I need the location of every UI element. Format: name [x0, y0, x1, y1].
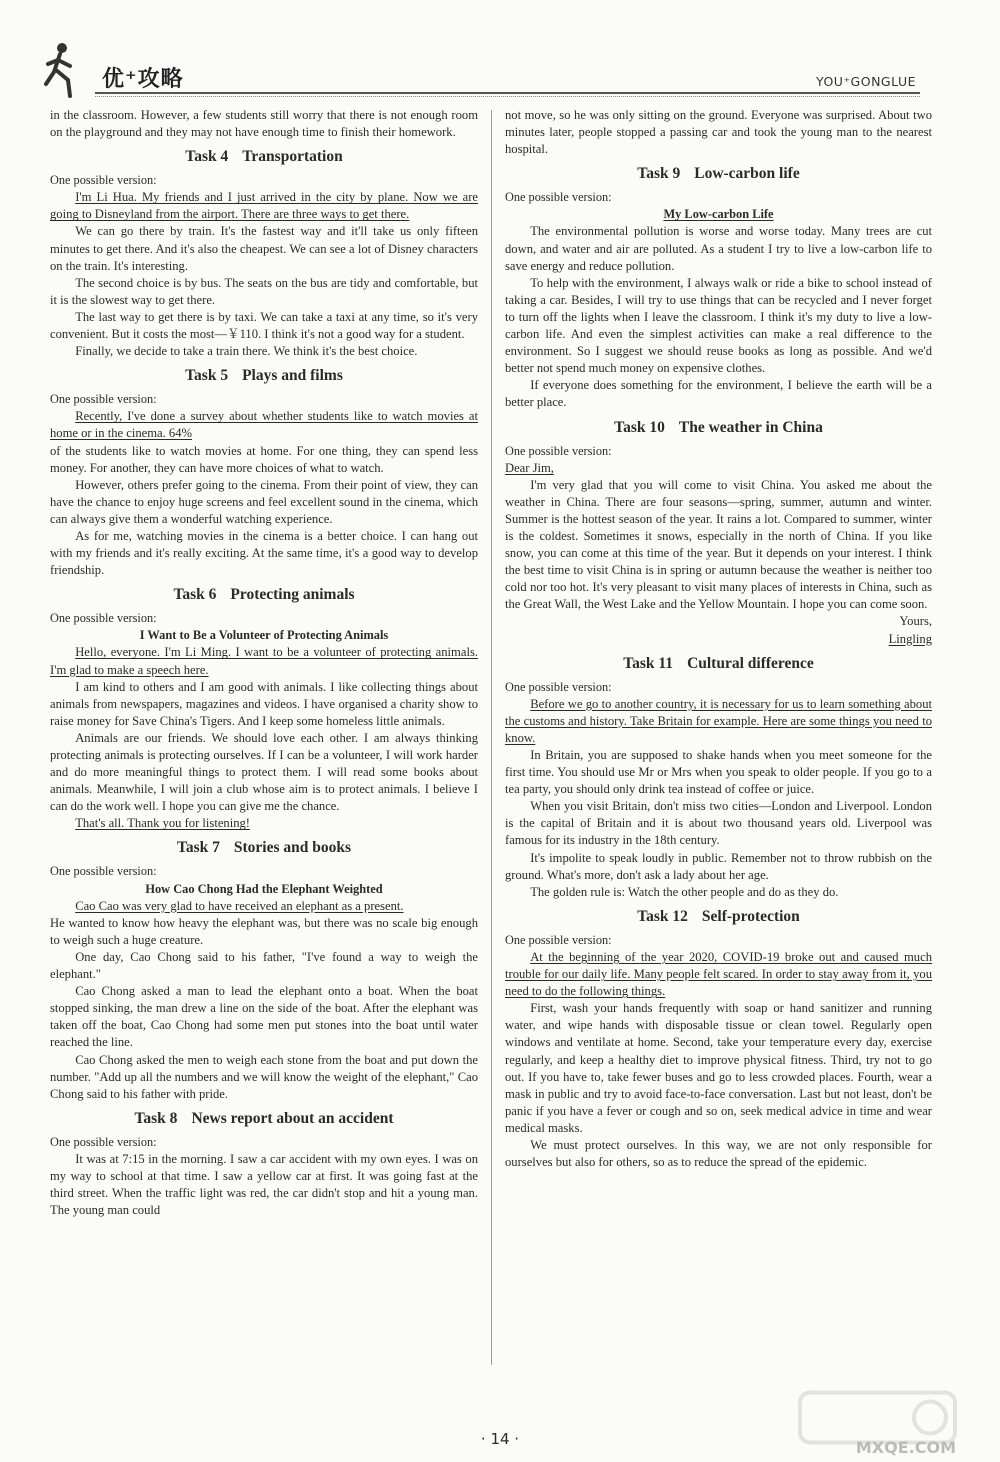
paragraph: The environmental pollution is worse and worse today. Many trees are cut down, and water and air are polluted. As a student I try to live a low-carbon life to save energy and reduce pollution.: [505, 224, 932, 273]
paragraph: We can go there by train. It's the fastest way and it'll take us only fifteen minutes to get there. And it's also the cheapest. We can see a lot of Disney characters on the train. It's interesting.: [50, 224, 478, 273]
paragraph: [50, 189, 478, 223]
underlined-text: Lingling: [888, 631, 932, 646]
paragraph: Animals are our friends. We should love each other. I am always thinking protecting animals is protecting ourselves. If I can be a volunteer, I will work harder and do more meaningful things to protect them. I will read some books about animals. Meanwhile, I will join a club whose aim is to protect animals. I believe I can do the work well. I hope you can give me the chance.: [50, 730, 478, 814]
paragraph: It's impolite to speak loudly in public. Remember not to throw rubbish on the ground. What's more, don't ask a lady about her age.: [505, 850, 932, 882]
task-number: Task 4: [185, 148, 229, 166]
task-number: Task 10: [614, 418, 665, 436]
task-heading: [50, 838, 478, 858]
essay-title: [505, 206, 932, 223]
watermark-text: MXQE.COM: [855, 1438, 956, 1457]
paragraph: In Britain, you are supposed to shake hands when you meet someone for the first time. You should use Mr or Mrs when you speak to older people. If you go to a tea party, you should only drink tea instead of coffee or juice.: [505, 748, 932, 797]
paragraph: [50, 898, 478, 915]
paragraph: [505, 696, 932, 747]
task-title: Transportation: [242, 148, 343, 166]
possible-version-label: One possible version:: [505, 190, 612, 205]
header-rule: [95, 92, 920, 94]
paragraph: To help with the environment, I always walk or ride a bike to school instead of taking a car. Besides, I will try to use things that can be recycled and I never forget to turn off the lights when I leave the classroom. I think it's my duty to live a low-carbon life. And even the simplest activities can make a real difference to the environment. So I suggest we should reuse books as long as possible. And we'd better not spend much money on expensive clothes.: [505, 275, 932, 376]
paragraph: Finally, we decide to take a train there. We think it's the best choice.: [75, 344, 418, 359]
paragraph: [50, 815, 478, 832]
possible-version-label: One possible version:: [505, 679, 612, 694]
task-title: Self-protection: [701, 907, 800, 925]
underlined-text: At the beginning of the year 2020, COVID-19 broke out and caused much trouble for our daily life. Many people felt scared. In order to stay away from it, you need to do the following things.: [505, 949, 932, 999]
task-number: Task 7: [176, 839, 220, 857]
underlined-text: My Low-carbon Life: [663, 207, 774, 222]
paragraph: When you visit Britain, don't miss two cities—London and Liverpool. London is the capital of Britain and it is about two thousand years old. Liverpool was famous for its industry in the 18th century.: [505, 799, 932, 848]
brand-logo: 优⁺攻略: [102, 67, 184, 92]
task-number: Task 8: [134, 1109, 178, 1127]
underlined-text: Before we go to another country, it is necessary for us to learn something about the customs and history. Take Britain for example. Here are some things you need to know.: [505, 696, 932, 745]
task-heading: [50, 147, 478, 167]
runner-logo-icon: [40, 40, 80, 100]
task-title: The weather in China: [678, 418, 823, 436]
task-number: Task 11: [623, 654, 674, 672]
underlined-text: Dear Jim,: [505, 460, 554, 475]
paragraph: As for me, watching movies in the cinema is a better choice. I can hang out with my friends and it's really exciting. At the same time, it's a good way to develop friendship.: [50, 528, 478, 578]
paragraph: One day, Cao Chong said to his father, "I've found a way to weigh the elephant.": [50, 949, 478, 982]
task-title: Stories and books: [233, 839, 352, 857]
paragraph: We must protect ourselves. In this way, we are not only responsible for ourselves but also for others, so as to reduce the spread of the epidemic.: [505, 1137, 932, 1170]
task-title: Plays and films: [242, 367, 343, 385]
paragraph: If everyone does something for the environment, I believe the earth will be a better place.: [505, 378, 932, 410]
task-number: Task 6: [173, 586, 217, 604]
paragraph: I'm very glad that you will come to visit China. You asked me about the weather in China. There are four seasons—spring, summer, autumn and winter. Summer is the hottest season of the year. It rains a lot. Compared to summer, winter is the coldest. Sometimes it snows, especially in the north of China. If you like snow, you can come at this time of the year. But it depends on your interest. I think the best time to visit China is in spring or autumn because the weather is neither too cold nor too hot. It's very pleasant to visit many places of interests in China, such as the Great Wall, the West Lake and the Yellow Mountain. I hope you can come soon.: [505, 477, 932, 612]
possible-version-label: One possible version:: [50, 392, 157, 407]
possible-version-label: One possible version:: [50, 1134, 157, 1149]
paragraph: First, wash your hands frequently with soap or hand sanitizer and running water, and wipe hands with disposable tissue or clean towel. Regularly open windows and ventilate at home. Second, take your temperature every day, exercise regularly, and keep a healthy diet to improve physical fitness. Third, try not to go out. If you have to, take fewer buses and go to less crowded places. Fourth, wear a mask in public and try to avoid face-to-face conversation. Last but not least, don't be panic if you have a fever or cough and so on, seek medical advice in time and wear medical masks.: [505, 1001, 932, 1135]
paragraph: Cao Chong asked a man to lead the elephant onto a boat. When the boat stopped sinking, the man drew a line on the side of the boat. After the elephant was taken off the boat, Cao Chong had some men put stones into the boat until water reached the line.: [50, 984, 478, 1050]
page-number: · 14 ·: [480, 1430, 520, 1448]
task-heading: [505, 418, 932, 438]
page-header: [40, 40, 920, 104]
paragraph: The second choice is by bus. The seats on the bus are tidy and comfortable, but it is the slowest way to get there.: [50, 275, 478, 307]
paragraph: in the classroom. However, a few students still worry that there is not enough room on the playground and they may not have enough time to finish their homework.: [50, 108, 478, 140]
task-title: News report about an accident: [191, 1109, 394, 1127]
task-title: Cultural difference: [687, 654, 814, 672]
task-heading: [505, 164, 932, 184]
paragraph: [50, 644, 478, 678]
task-number: Task 12: [637, 907, 688, 925]
paragraph: It was at 7:15 in the morning. I saw a car accident with my own eyes. I was on my way to school at that time. I saw a yellow car at first. It was going fast at the third street. When the traffic light was red, the car didn't stop and hit a young man. The young man could: [50, 1151, 478, 1218]
header-rule-dotted: [95, 96, 920, 97]
letter-signature: Yours,: [899, 614, 932, 629]
letter-signature: [505, 631, 932, 648]
possible-version-label: One possible version:: [505, 932, 612, 947]
task-heading: [50, 366, 478, 386]
paragraph: [505, 460, 932, 477]
task-number: Task 5: [185, 367, 229, 385]
possible-version-label: One possible version:: [505, 443, 612, 458]
possible-version-label: One possible version:: [50, 173, 157, 188]
paragraph: Cao Chong asked the men to weigh each stone from the boat and put down the number. "Add up all the numbers and we will know the weight of the elephant," Cao Chong said to his father with pride.: [50, 1052, 478, 1101]
paragraph: of the students like to watch movies at home. For one thing, they can spend less money. For another, they can have more choices of what to watch.: [50, 443, 478, 475]
underlined-text: That's all. Thank you for listening!: [75, 816, 251, 831]
paragraph: He wanted to know how heavy the elephant was, but there was no scale big enough to weigh such a huge creature.: [50, 915, 478, 947]
underlined-text: Recently, I've done a survey about whether students like to watch movies at home or in the cinema. 64%: [50, 409, 478, 441]
task-number: Task 9: [637, 165, 681, 183]
task-heading: [505, 907, 932, 927]
paragraph: However, others prefer going to the cinema. From their point of view, they can have the chance to enjoy huge screens and feel excellent sound in the cinema, which can always give them a wonderful watching experience.: [50, 477, 478, 526]
right-column: [505, 107, 932, 1171]
column-divider: [491, 110, 492, 1365]
essay-title: I Want to Be a Volunteer of Protecting Animals: [139, 628, 389, 643]
task-title: Protecting animals: [230, 586, 355, 604]
task-heading: [50, 1109, 478, 1129]
underlined-text: Hello, everyone. I'm Li Ming. I want to be a volunteer of protecting animals. I'm glad to make a speech here.: [50, 645, 478, 677]
left-column: [50, 107, 478, 1219]
task-heading: [505, 654, 932, 674]
paragraph: [50, 408, 478, 442]
possible-version-label: One possible version:: [50, 611, 157, 626]
possible-version-label: One possible version:: [50, 864, 157, 879]
underlined-text: Cao Cao was very glad to have received an elephant as a present.: [75, 898, 404, 913]
task-heading: [50, 585, 478, 605]
header-brand-label: YOU⁺GONGLUE: [816, 74, 916, 89]
paragraph: not move, so he was only sitting on the ground. Everyone was surprised. About two minutes later, people stopped a passing car and took the young man to the nearest hospital.: [505, 108, 932, 157]
task-title: Low-carbon life: [694, 165, 800, 183]
paragraph: The last way to get there is by taxi. We can take a taxi at any time, so it's very convenient. But it costs the most—￥110. I think it's not a good way for a student.: [50, 309, 478, 342]
essay-title: How Cao Chong Had the Elephant Weighted: [145, 881, 383, 896]
paragraph: The golden rule is: Watch the other people and do as they do.: [530, 884, 839, 899]
underlined-text: I'm Li Hua. My friends and I just arrived in the city by plane. Now we are going to Disneyland from the airport. There are three ways to get there.: [50, 190, 478, 222]
paragraph: I am kind to others and I am good with animals. I like collecting things about animals from newspapers, magazines and videos. I have organised a charity show to raise money for Save China's Tigers. And I keep some homeless little animals.: [50, 679, 478, 728]
paragraph: [505, 949, 932, 1000]
